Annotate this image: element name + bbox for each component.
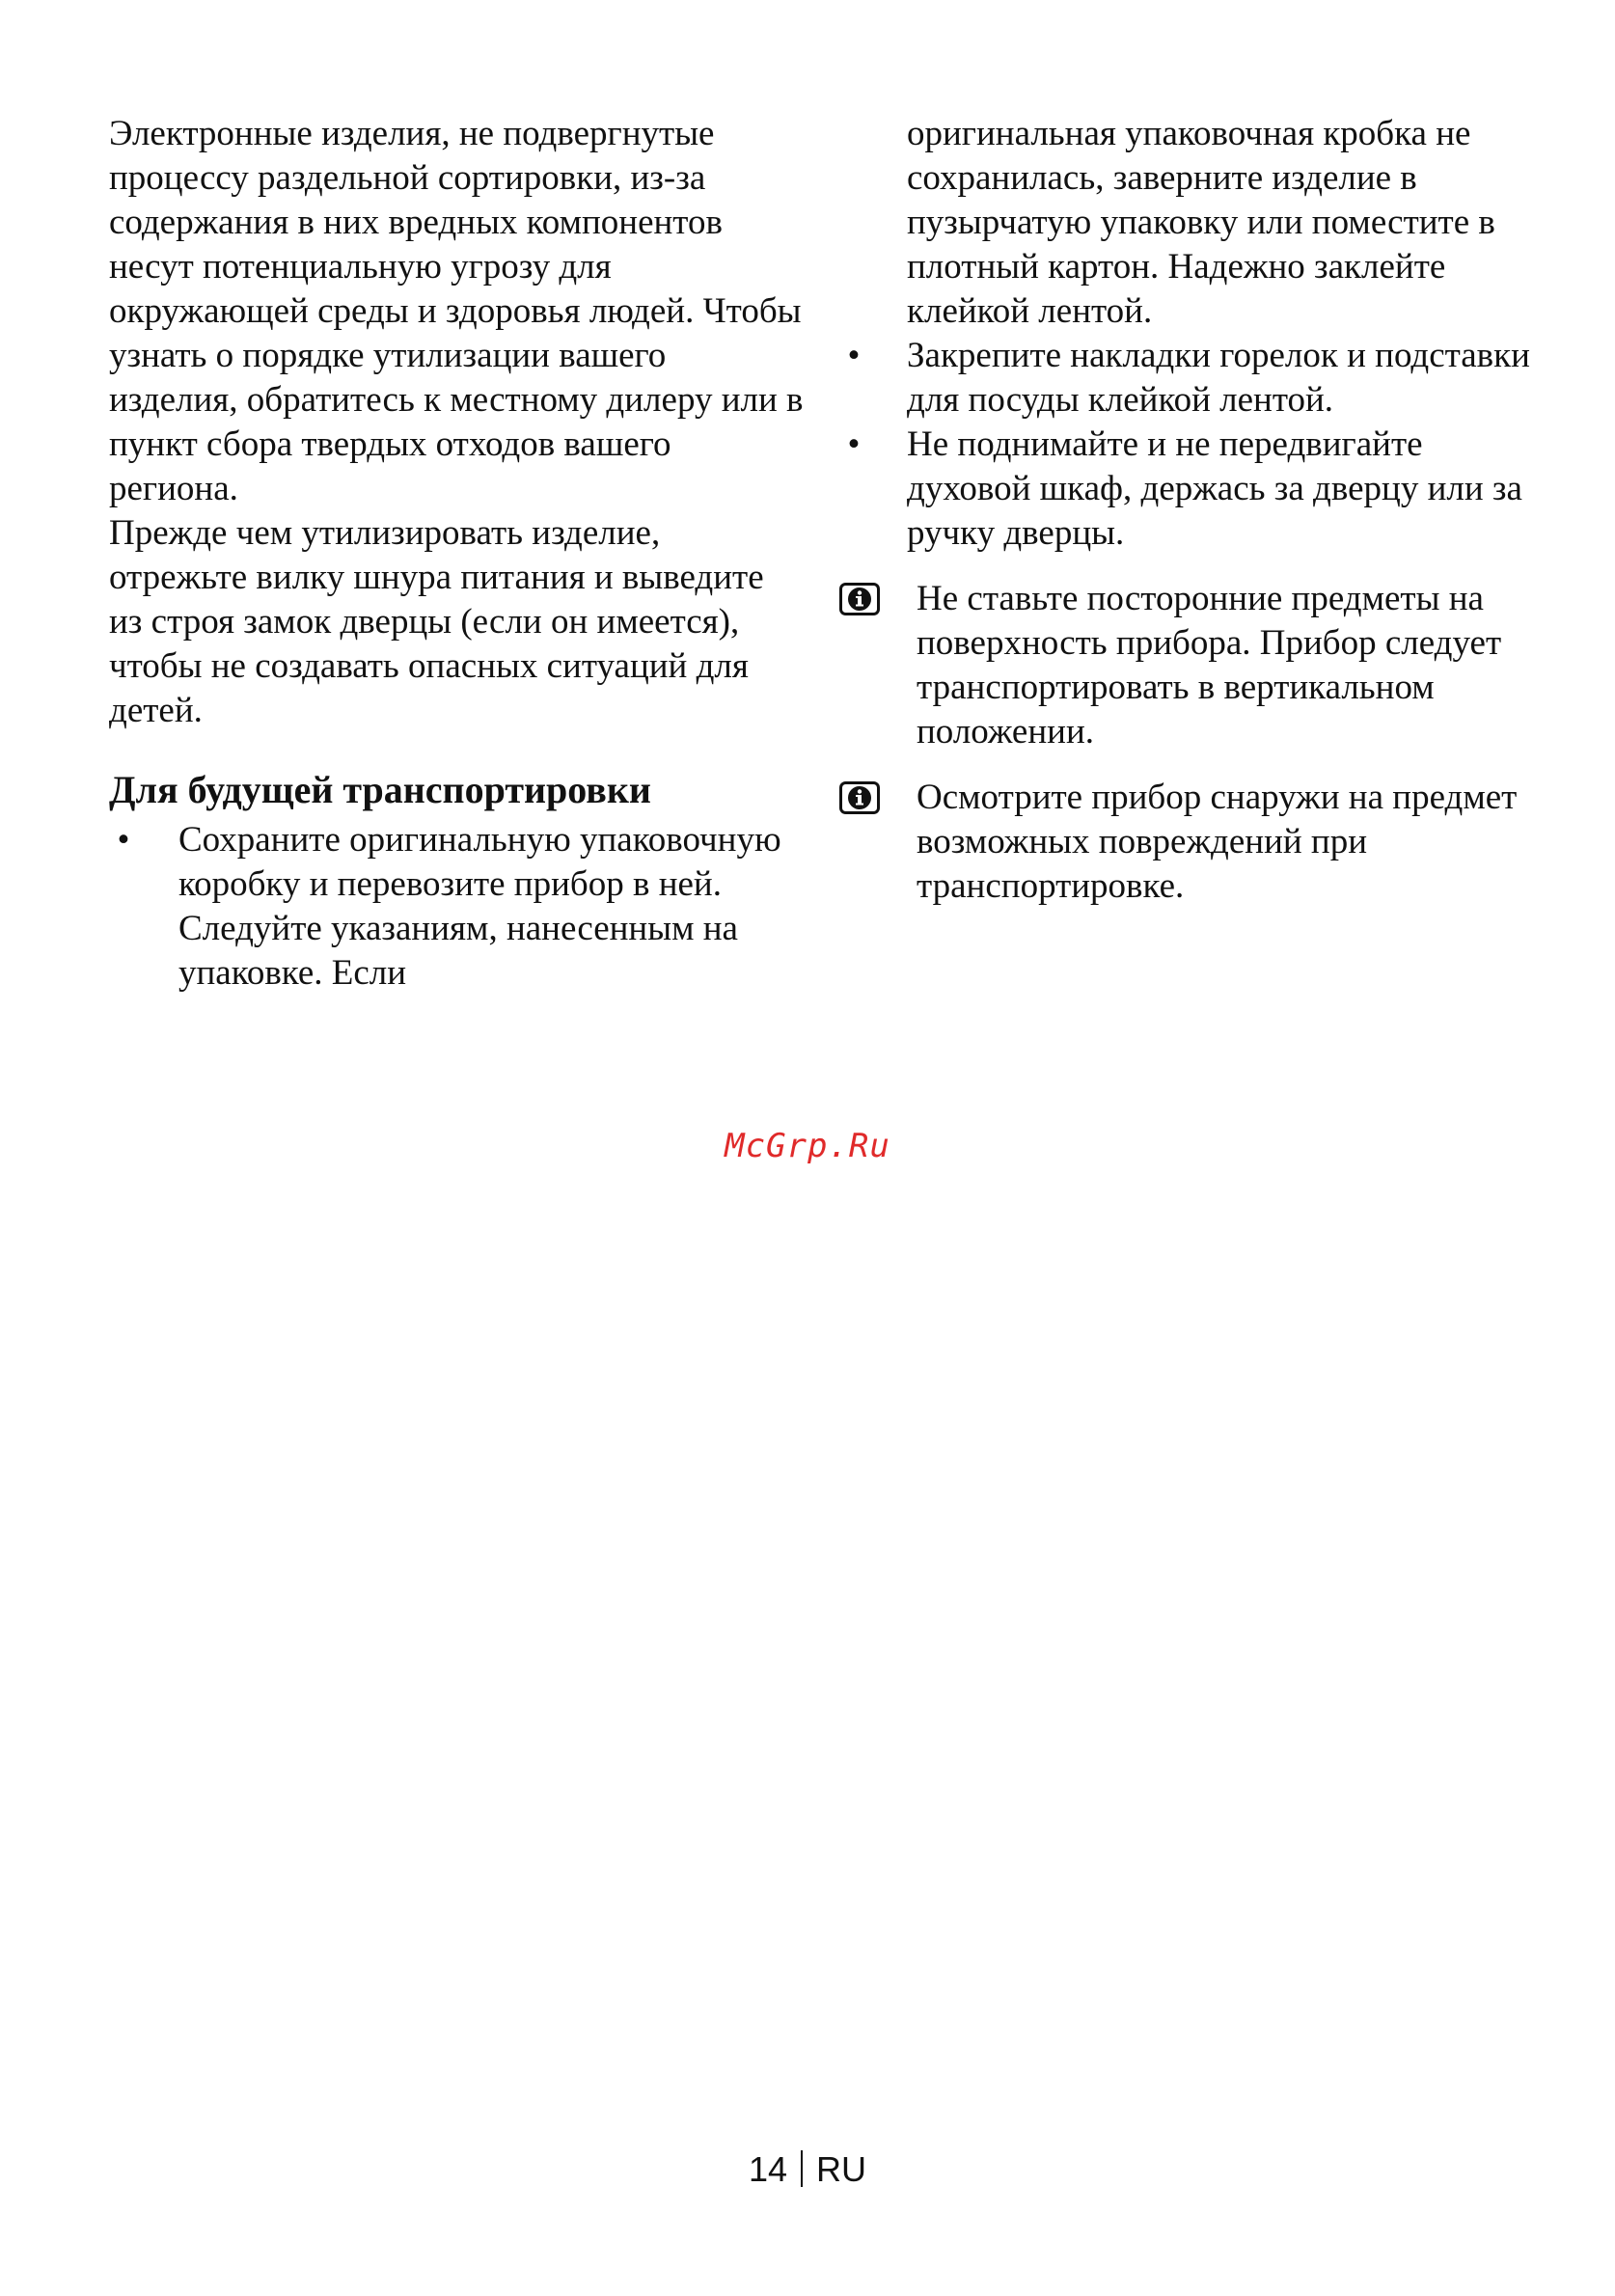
list-item: [109, 818, 804, 996]
page-number: 14: [748, 2149, 788, 2189]
right-column: [847, 112, 1544, 909]
bullet-continuation: оригинальная упаковочная кробка не сохранилась, заверните изделие в пузырчатую упаковку или поместите в плотный картон. Надежно заклейте клейкой лентой.: [907, 114, 1495, 331]
list-item-text: Сохраните оригинальную упаковочную коробку и перевозите прибор в ней. Следуйте указаниям, нанесенным на упаковке. Если: [178, 820, 781, 993]
info-note-text: Не ставьте посторонние предметы на поверхность прибора. Прибор следует транспортировать в вертикальном положении.: [917, 579, 1502, 752]
transport-bullet-list: [109, 818, 804, 996]
page-footer: [0, 2149, 1615, 2190]
info-note: [839, 776, 1544, 909]
watermark: McGrp.Ru: [725, 1127, 890, 1165]
list-item-text: Не поднимайте и не передвигайте духовой шкаф, держась за дверцу или за ручку дверцы.: [907, 424, 1522, 553]
info-note-text: Осмотрите прибор снаружи на предмет возможных повреждений при транспортировке.: [917, 778, 1518, 906]
disposal-paragraph: Электронные изделия, не подвергнутые процессу раздельной сортировки, из-за содержания в них вредных компонентов несут потенциальную угрозу для окружающей среды и здоровья людей. Чтобы узнать о порядке утилизации вашего изделия, обратитесь к местному дилеру или в пункт сбора твердых отходов вашего региона.: [109, 114, 804, 508]
info-icon: [839, 781, 880, 814]
footer-divider: [801, 2150, 803, 2187]
list-item-text: Закрепите накладки горелок и подставки для посуды клейкой лентой.: [907, 336, 1530, 420]
left-column: [109, 112, 804, 996]
language-code: RU: [816, 2149, 867, 2189]
list-item: [847, 423, 1544, 556]
bullet-marker: •: [117, 820, 130, 860]
bullet-marker: •: [847, 336, 861, 375]
section-heading: Для будущей транспортировки: [109, 768, 651, 811]
bullet-marker: •: [847, 424, 861, 464]
info-note: [839, 577, 1544, 754]
list-item: [847, 334, 1544, 423]
disposal-safety-paragraph: Прежде чем утилизировать изделие, отрежьте вилку шнура питания и выведите из строя замок дверцы (если он имеется), чтобы не создавать опасных ситуаций для детей.: [109, 513, 764, 730]
info-icon: [839, 583, 880, 615]
right-bullet-list: [847, 334, 1544, 556]
